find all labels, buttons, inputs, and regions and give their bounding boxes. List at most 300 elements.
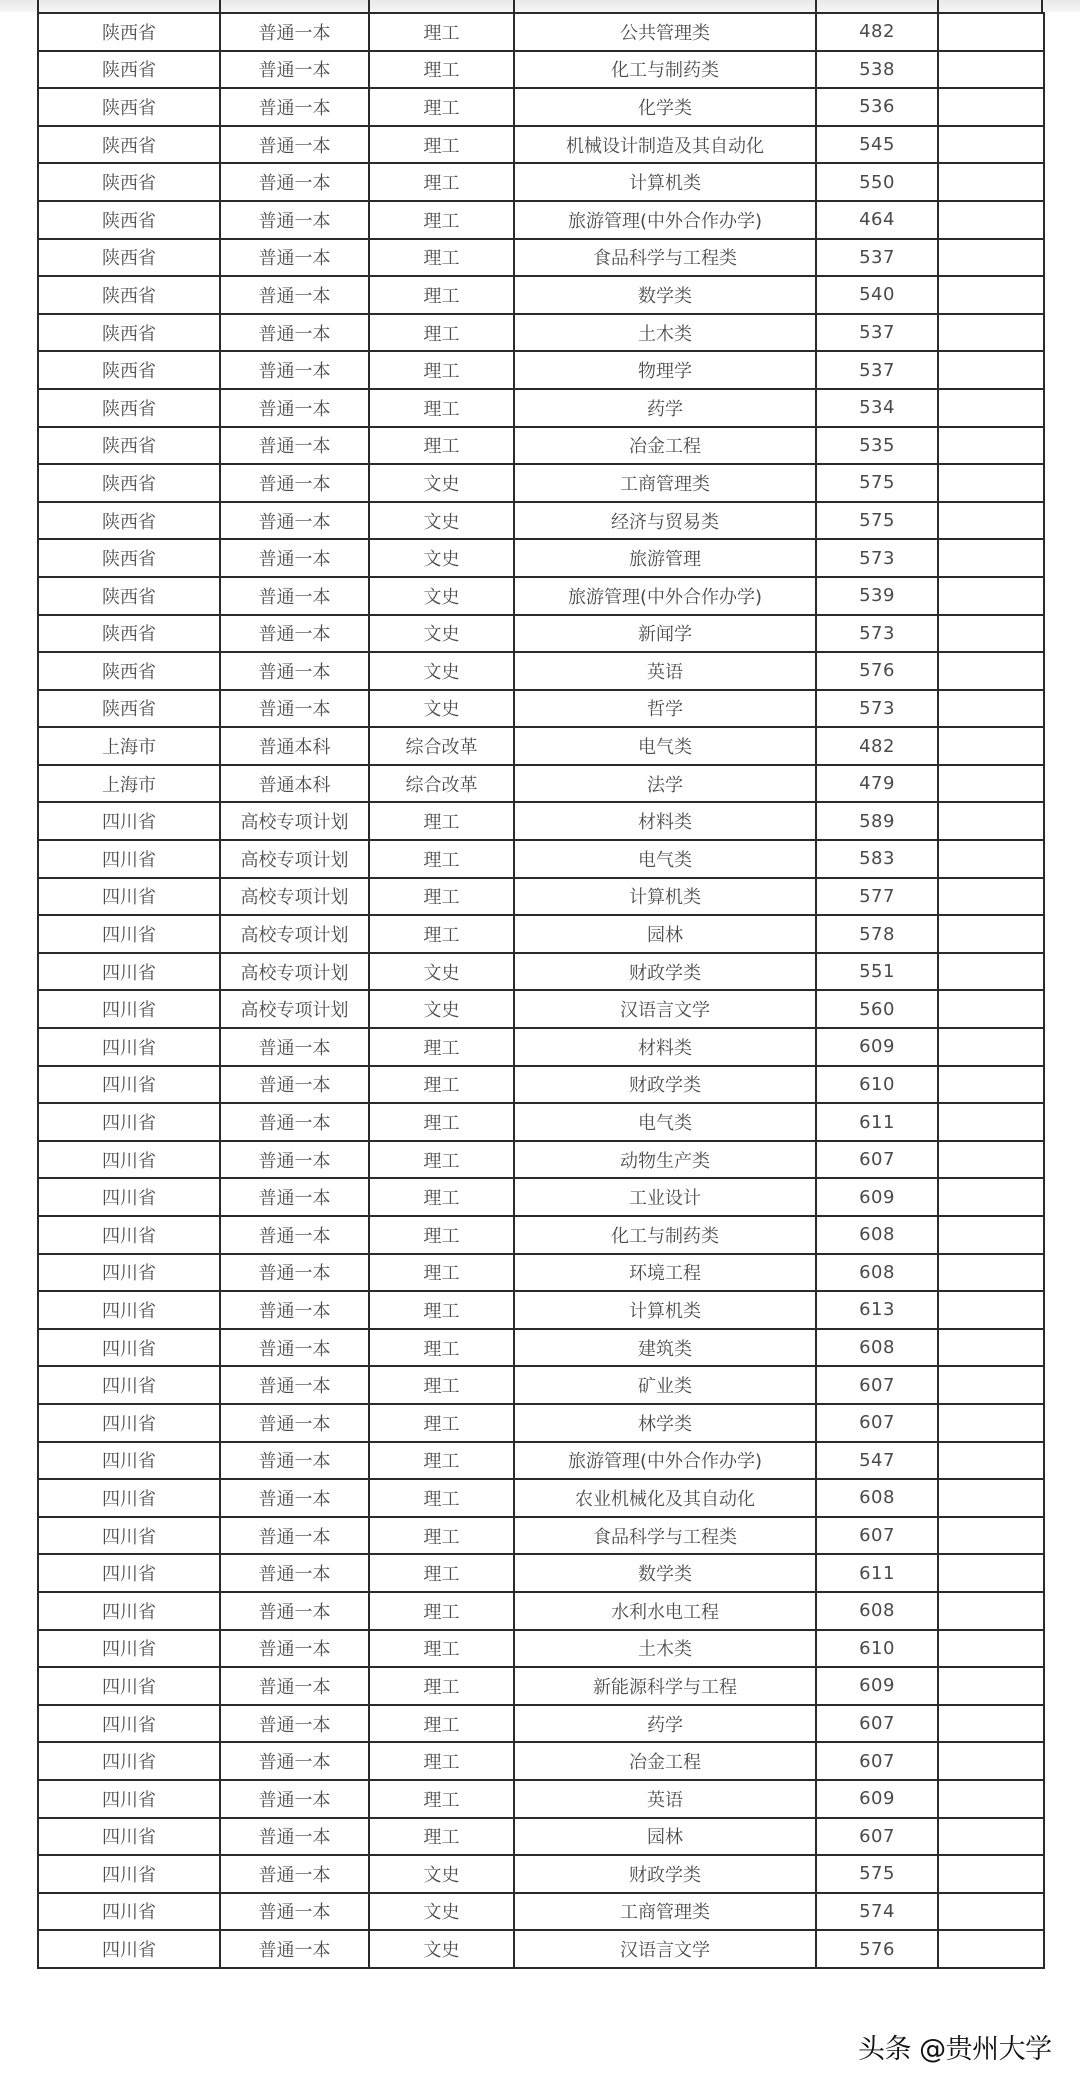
note-cell	[938, 502, 1044, 540]
table-row	[38, 1592, 1044, 1630]
category-cell: 理工	[369, 126, 514, 164]
score-cell: 537	[816, 239, 938, 277]
major-cell: 建筑类	[514, 1329, 816, 1367]
note-cell	[938, 1855, 1044, 1893]
province-cell: 四川省	[38, 1517, 220, 1555]
table-row	[38, 615, 1044, 653]
province-cell: 四川省	[38, 953, 220, 991]
batch-cell: 普通一本	[220, 1329, 369, 1367]
category-cell: 综合改革	[369, 727, 514, 765]
score-cell: 537	[816, 351, 938, 389]
table-row	[38, 1291, 1044, 1329]
province-cell: 陕西省	[38, 88, 220, 126]
major-cell: 化学类	[514, 88, 816, 126]
batch-cell: 普通一本	[220, 1479, 369, 1517]
category-cell: 理工	[369, 351, 514, 389]
category-cell: 理工	[369, 88, 514, 126]
province-cell: 陕西省	[38, 13, 220, 51]
batch-cell: 普通一本	[220, 1366, 369, 1404]
province-cell: 陕西省	[38, 615, 220, 653]
province-cell: 陕西省	[38, 690, 220, 728]
category-cell: 理工	[369, 1479, 514, 1517]
province-cell: 上海市	[38, 765, 220, 803]
major-cell: 英语	[514, 1780, 816, 1818]
note-cell	[938, 652, 1044, 690]
batch-cell: 普通一本	[220, 1178, 369, 1216]
note-cell	[938, 1592, 1044, 1630]
major-cell: 经济与贸易类	[514, 502, 816, 540]
major-cell: 汉语言文学	[514, 990, 816, 1028]
note-cell	[938, 1930, 1044, 1968]
category-cell: 文史	[369, 502, 514, 540]
note-cell	[938, 427, 1044, 465]
category-cell: 理工	[369, 1291, 514, 1329]
admission-scores-table	[37, 12, 1045, 1969]
note-cell	[938, 1742, 1044, 1780]
table-row	[38, 1855, 1044, 1893]
category-cell: 理工	[369, 1216, 514, 1254]
table-row	[38, 1103, 1044, 1141]
category-cell: 理工	[369, 51, 514, 89]
batch-cell: 普通一本	[220, 1930, 369, 1968]
score-cell: 607	[816, 1141, 938, 1179]
category-cell: 文史	[369, 539, 514, 577]
major-cell: 环境工程	[514, 1254, 816, 1292]
batch-cell: 普通一本	[220, 615, 369, 653]
table-row	[38, 1028, 1044, 1066]
table-row	[38, 1742, 1044, 1780]
batch-cell: 普通一本	[220, 239, 369, 277]
province-cell: 四川省	[38, 1855, 220, 1893]
category-cell: 理工	[369, 915, 514, 953]
table-row	[38, 1780, 1044, 1818]
province-cell: 陕西省	[38, 239, 220, 277]
province-cell: 四川省	[38, 1442, 220, 1480]
note-cell	[938, 1630, 1044, 1668]
note-cell	[938, 1479, 1044, 1517]
batch-cell: 普通一本	[220, 1028, 369, 1066]
province-cell: 四川省	[38, 1780, 220, 1818]
province-cell: 陕西省	[38, 201, 220, 239]
province-cell: 四川省	[38, 1216, 220, 1254]
score-cell: 537	[816, 314, 938, 352]
table-row	[38, 1178, 1044, 1216]
category-cell: 理工	[369, 201, 514, 239]
major-cell: 工业设计	[514, 1178, 816, 1216]
major-cell: 旅游管理(中外合作办学)	[514, 577, 816, 615]
table-row	[38, 427, 1044, 465]
major-cell: 英语	[514, 652, 816, 690]
major-cell: 公共管理类	[514, 13, 816, 51]
note-cell	[938, 239, 1044, 277]
table-row	[38, 690, 1044, 728]
major-cell: 土木类	[514, 1630, 816, 1668]
note-cell	[938, 765, 1044, 803]
category-cell: 理工	[369, 1366, 514, 1404]
batch-cell: 普通一本	[220, 1667, 369, 1705]
score-cell: 577	[816, 878, 938, 916]
province-cell: 陕西省	[38, 502, 220, 540]
major-cell: 电气类	[514, 727, 816, 765]
table-row	[38, 1066, 1044, 1104]
table-row	[38, 314, 1044, 352]
score-cell: 573	[816, 615, 938, 653]
category-cell: 理工	[369, 1630, 514, 1668]
note-cell	[938, 990, 1044, 1028]
table-row	[38, 464, 1044, 502]
table-row	[38, 1517, 1044, 1555]
province-cell: 陕西省	[38, 577, 220, 615]
note-cell	[938, 1442, 1044, 1480]
batch-cell: 普通一本	[220, 276, 369, 314]
batch-cell: 普通一本	[220, 1103, 369, 1141]
major-cell: 电气类	[514, 1103, 816, 1141]
province-cell: 陕西省	[38, 51, 220, 89]
batch-cell: 普通一本	[220, 201, 369, 239]
score-cell: 547	[816, 1442, 938, 1480]
category-cell: 文史	[369, 615, 514, 653]
major-cell: 计算机类	[514, 163, 816, 201]
score-cell: 560	[816, 990, 938, 1028]
batch-cell: 普通一本	[220, 1066, 369, 1104]
category-cell: 理工	[369, 802, 514, 840]
note-cell	[938, 915, 1044, 953]
note-cell	[938, 802, 1044, 840]
table-row	[38, 1404, 1044, 1442]
category-cell: 理工	[369, 1818, 514, 1856]
table-row	[38, 1930, 1044, 1968]
score-cell: 607	[816, 1366, 938, 1404]
score-cell: 482	[816, 727, 938, 765]
table-row	[38, 1705, 1044, 1743]
category-cell: 理工	[369, 1178, 514, 1216]
score-cell: 482	[816, 13, 938, 51]
batch-cell: 普通一本	[220, 13, 369, 51]
batch-cell: 普通一本	[220, 652, 369, 690]
note-cell	[938, 1554, 1044, 1592]
score-cell: 608	[816, 1592, 938, 1630]
score-cell: 575	[816, 502, 938, 540]
batch-cell: 高校专项计划	[220, 802, 369, 840]
category-cell: 理工	[369, 1592, 514, 1630]
province-cell: 四川省	[38, 1818, 220, 1856]
province-cell: 四川省	[38, 990, 220, 1028]
category-cell: 理工	[369, 13, 514, 51]
table-row	[38, 201, 1044, 239]
batch-cell: 普通一本	[220, 1818, 369, 1856]
province-cell: 四川省	[38, 1028, 220, 1066]
table-row	[38, 1329, 1044, 1367]
note-cell	[938, 840, 1044, 878]
category-cell: 理工	[369, 427, 514, 465]
table-row	[38, 1667, 1044, 1705]
note-cell	[938, 1818, 1044, 1856]
score-cell: 576	[816, 652, 938, 690]
score-cell: 534	[816, 389, 938, 427]
province-cell: 四川省	[38, 1592, 220, 1630]
table-row	[38, 502, 1044, 540]
major-cell: 园林	[514, 1818, 816, 1856]
province-cell: 四川省	[38, 878, 220, 916]
batch-cell: 普通一本	[220, 1780, 369, 1818]
note-cell	[938, 1517, 1044, 1555]
note-cell	[938, 1667, 1044, 1705]
note-cell	[938, 1705, 1044, 1743]
category-cell: 理工	[369, 1329, 514, 1367]
batch-cell: 普通一本	[220, 1630, 369, 1668]
score-cell: 607	[816, 1517, 938, 1555]
note-cell	[938, 615, 1044, 653]
category-cell: 理工	[369, 1254, 514, 1292]
province-cell: 陕西省	[38, 427, 220, 465]
major-cell: 物理学	[514, 351, 816, 389]
batch-cell: 普通一本	[220, 690, 369, 728]
note-cell	[938, 1141, 1044, 1179]
category-cell: 理工	[369, 1103, 514, 1141]
batch-cell: 普通一本	[220, 1216, 369, 1254]
note-cell	[938, 1404, 1044, 1442]
major-cell: 材料类	[514, 1028, 816, 1066]
major-cell: 法学	[514, 765, 816, 803]
batch-cell: 普通一本	[220, 427, 369, 465]
admission-scores-table-container	[37, 12, 1045, 1969]
province-cell: 陕西省	[38, 389, 220, 427]
batch-cell: 高校专项计划	[220, 878, 369, 916]
batch-cell: 普通本科	[220, 727, 369, 765]
table-row	[38, 1893, 1044, 1931]
category-cell: 理工	[369, 1780, 514, 1818]
major-cell: 旅游管理(中外合作办学)	[514, 201, 816, 239]
batch-cell: 普通一本	[220, 577, 369, 615]
score-cell: 609	[816, 1780, 938, 1818]
score-cell: 550	[816, 163, 938, 201]
category-cell: 文史	[369, 690, 514, 728]
note-cell	[938, 1216, 1044, 1254]
table-row	[38, 840, 1044, 878]
province-cell: 四川省	[38, 1103, 220, 1141]
major-cell: 工商管理类	[514, 464, 816, 502]
category-cell: 理工	[369, 1667, 514, 1705]
note-cell	[938, 727, 1044, 765]
score-cell: 608	[816, 1254, 938, 1292]
province-cell: 四川省	[38, 1667, 220, 1705]
province-cell: 陕西省	[38, 314, 220, 352]
table-row	[38, 953, 1044, 991]
table-row	[38, 1216, 1044, 1254]
batch-cell: 普通一本	[220, 1855, 369, 1893]
score-cell: 539	[816, 577, 938, 615]
table-row	[38, 351, 1044, 389]
note-cell	[938, 276, 1044, 314]
province-cell: 陕西省	[38, 539, 220, 577]
table-row	[38, 802, 1044, 840]
province-cell: 四川省	[38, 1930, 220, 1968]
major-cell: 数学类	[514, 1554, 816, 1592]
category-cell: 文史	[369, 1893, 514, 1931]
category-cell: 理工	[369, 1554, 514, 1592]
category-cell: 理工	[369, 239, 514, 277]
note-cell	[938, 953, 1044, 991]
note-cell	[938, 1329, 1044, 1367]
note-cell	[938, 1893, 1044, 1931]
major-cell: 财政学类	[514, 1066, 816, 1104]
major-cell: 机械设计制造及其自动化	[514, 126, 816, 164]
score-cell: 609	[816, 1178, 938, 1216]
table-row	[38, 1630, 1044, 1668]
category-cell: 文史	[369, 652, 514, 690]
score-cell: 608	[816, 1479, 938, 1517]
table-row	[38, 915, 1044, 953]
batch-cell: 普通一本	[220, 1291, 369, 1329]
major-cell: 冶金工程	[514, 1742, 816, 1780]
category-cell: 理工	[369, 1442, 514, 1480]
province-cell: 陕西省	[38, 126, 220, 164]
table-row	[38, 389, 1044, 427]
table-row	[38, 1366, 1044, 1404]
batch-cell: 普通一本	[220, 1705, 369, 1743]
note-cell	[938, 51, 1044, 89]
score-cell: 613	[816, 1291, 938, 1329]
note-cell	[938, 201, 1044, 239]
major-cell: 工商管理类	[514, 1893, 816, 1931]
table-row	[38, 1141, 1044, 1179]
category-cell: 理工	[369, 1141, 514, 1179]
province-cell: 四川省	[38, 1178, 220, 1216]
category-cell: 理工	[369, 878, 514, 916]
category-cell: 理工	[369, 389, 514, 427]
province-cell: 四川省	[38, 840, 220, 878]
major-cell: 新能源科学与工程	[514, 1667, 816, 1705]
score-cell: 574	[816, 1893, 938, 1931]
major-cell: 哲学	[514, 690, 816, 728]
table-body	[38, 13, 1044, 1968]
major-cell: 动物生产类	[514, 1141, 816, 1179]
category-cell: 理工	[369, 163, 514, 201]
batch-cell: 普通一本	[220, 1592, 369, 1630]
table-row	[38, 1818, 1044, 1856]
table-row	[38, 13, 1044, 51]
major-cell: 汉语言文学	[514, 1930, 816, 1968]
category-cell: 理工	[369, 276, 514, 314]
batch-cell: 普通一本	[220, 389, 369, 427]
province-cell: 四川省	[38, 1742, 220, 1780]
score-cell: 540	[816, 276, 938, 314]
batch-cell: 普通一本	[220, 1554, 369, 1592]
score-cell: 479	[816, 765, 938, 803]
batch-cell: 普通本科	[220, 765, 369, 803]
province-cell: 上海市	[38, 727, 220, 765]
note-cell	[938, 389, 1044, 427]
province-cell: 四川省	[38, 802, 220, 840]
category-cell: 理工	[369, 840, 514, 878]
note-cell	[938, 878, 1044, 916]
score-cell: 607	[816, 1404, 938, 1442]
score-cell: 536	[816, 88, 938, 126]
table-row	[38, 1254, 1044, 1292]
score-cell: 575	[816, 464, 938, 502]
note-cell	[938, 1028, 1044, 1066]
category-cell: 文史	[369, 577, 514, 615]
province-cell: 四川省	[38, 1329, 220, 1367]
province-cell: 四川省	[38, 1630, 220, 1668]
province-cell: 四川省	[38, 1705, 220, 1743]
score-cell: 611	[816, 1554, 938, 1592]
major-cell: 药学	[514, 1705, 816, 1743]
score-cell: 545	[816, 126, 938, 164]
category-cell: 理工	[369, 1742, 514, 1780]
table-row	[38, 163, 1044, 201]
note-cell	[938, 1366, 1044, 1404]
note-cell	[938, 1178, 1044, 1216]
batch-cell: 普通一本	[220, 539, 369, 577]
table-row	[38, 88, 1044, 126]
major-cell: 土木类	[514, 314, 816, 352]
note-cell	[938, 314, 1044, 352]
major-cell: 化工与制药类	[514, 51, 816, 89]
table-row	[38, 539, 1044, 577]
province-cell: 四川省	[38, 1141, 220, 1179]
batch-cell: 普通一本	[220, 1141, 369, 1179]
major-cell: 计算机类	[514, 878, 816, 916]
batch-cell: 普通一本	[220, 1893, 369, 1931]
score-cell: 578	[816, 915, 938, 953]
score-cell: 538	[816, 51, 938, 89]
major-cell: 园林	[514, 915, 816, 953]
major-cell: 农业机械化及其自动化	[514, 1479, 816, 1517]
watermark-text: 头条 @贵州大学	[858, 2034, 1052, 2065]
score-cell: 589	[816, 802, 938, 840]
category-cell: 文史	[369, 1855, 514, 1893]
category-cell: 文史	[369, 953, 514, 991]
note-cell	[938, 539, 1044, 577]
table-row	[38, 990, 1044, 1028]
table-row	[38, 878, 1044, 916]
major-cell: 数学类	[514, 276, 816, 314]
score-cell: 573	[816, 539, 938, 577]
major-cell: 财政学类	[514, 1855, 816, 1893]
batch-cell: 普通一本	[220, 464, 369, 502]
note-cell	[938, 1780, 1044, 1818]
province-cell: 陕西省	[38, 351, 220, 389]
major-cell: 化工与制药类	[514, 1216, 816, 1254]
major-cell: 矿业类	[514, 1366, 816, 1404]
province-cell: 四川省	[38, 1366, 220, 1404]
score-cell: 576	[816, 1930, 938, 1968]
score-cell: 610	[816, 1630, 938, 1668]
province-cell: 四川省	[38, 1066, 220, 1104]
province-cell: 陕西省	[38, 163, 220, 201]
province-cell: 四川省	[38, 1291, 220, 1329]
major-cell: 材料类	[514, 802, 816, 840]
score-cell: 608	[816, 1216, 938, 1254]
category-cell: 文史	[369, 464, 514, 502]
major-cell: 食品科学与工程类	[514, 239, 816, 277]
major-cell: 冶金工程	[514, 427, 816, 465]
batch-cell: 高校专项计划	[220, 840, 369, 878]
score-cell: 573	[816, 690, 938, 728]
province-cell: 四川省	[38, 1554, 220, 1592]
score-cell: 551	[816, 953, 938, 991]
note-cell	[938, 464, 1044, 502]
province-cell: 四川省	[38, 1479, 220, 1517]
score-cell: 611	[816, 1103, 938, 1141]
batch-cell: 普通一本	[220, 126, 369, 164]
note-cell	[938, 1103, 1044, 1141]
batch-cell: 高校专项计划	[220, 990, 369, 1028]
note-cell	[938, 577, 1044, 615]
category-cell: 理工	[369, 1517, 514, 1555]
table-row	[38, 577, 1044, 615]
